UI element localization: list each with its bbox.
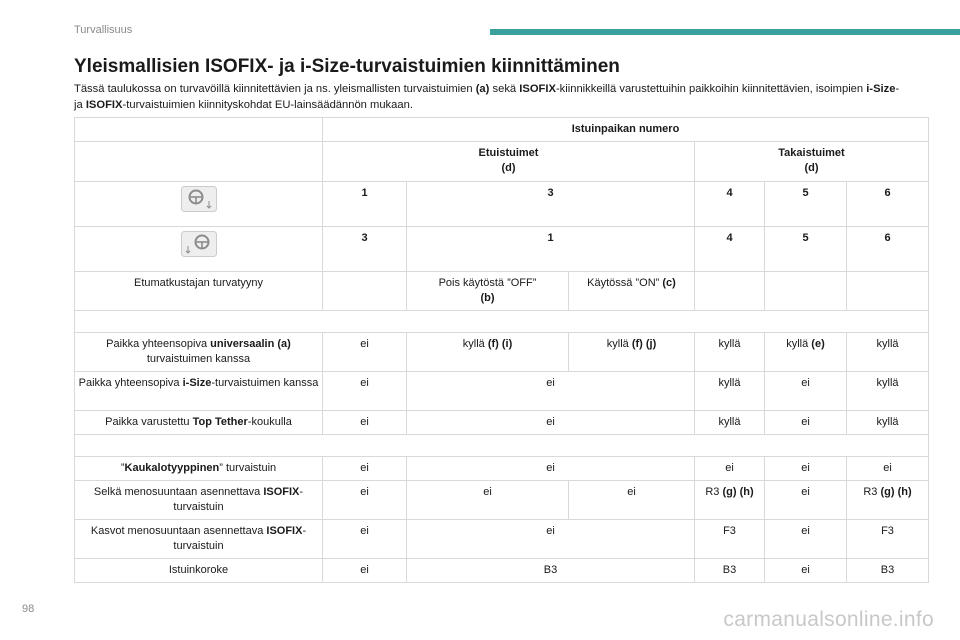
table-row	[75, 182, 929, 227]
spacer-cell	[75, 435, 929, 457]
table-cell: kyllä	[695, 411, 765, 435]
table-cell: ei	[407, 411, 695, 435]
table-cell: ei	[323, 372, 407, 411]
table-row	[75, 411, 929, 435]
empty-cell	[323, 272, 407, 311]
airbag-on-cell: Käytössä ”ON” (c)	[569, 272, 695, 311]
table-row	[75, 142, 929, 182]
table-row	[75, 520, 929, 559]
airbag-label: Etumatkustajan turvatyyny	[75, 272, 323, 311]
steering-left-cell	[75, 182, 323, 227]
table-row	[75, 372, 929, 411]
table-row	[75, 118, 929, 142]
table-cell: 3	[323, 227, 407, 272]
table-row	[75, 333, 929, 372]
table-cell: ei	[323, 520, 407, 559]
airbag-off-cell: Pois käytöstä ”OFF” (b)	[407, 272, 569, 311]
table-cell: ei	[765, 559, 847, 583]
front-seats-header: Etuistuimet (d)	[323, 142, 695, 182]
row-label: Paikka yhteensopiva universaalin (a) turvaistuimen kanssa	[75, 333, 323, 372]
table-cell: F3	[695, 520, 765, 559]
table-cell: kyllä (e)	[765, 333, 847, 372]
table-cell: ei	[765, 481, 847, 520]
rear-seats-header: Takaistuimet (d)	[695, 142, 929, 182]
table-cell: ei	[765, 457, 847, 481]
table-cell: 1	[407, 227, 695, 272]
page-title: Yleismallisien ISOFIX- ja i-Size-turvaistuimien kiinnittäminen	[74, 56, 620, 77]
table-cell: ei	[323, 411, 407, 435]
table-cell: ei	[323, 481, 407, 520]
table-cell: kyllä (f) (j)	[569, 333, 695, 372]
empty-cell	[847, 272, 929, 311]
table-cell: kyllä (f) (i)	[407, 333, 569, 372]
table-cell: 4	[695, 227, 765, 272]
row-label: Selkä menosuuntaan asennettava ISOFIX-turvaistuin	[75, 481, 323, 520]
table-cell: 4	[695, 182, 765, 227]
table-row	[75, 227, 929, 272]
steering-wheel-right-icon	[181, 231, 217, 257]
isofix-table	[74, 117, 929, 583]
table-cell: F3	[847, 520, 929, 559]
empty-cell	[695, 272, 765, 311]
table-cell: ei	[569, 481, 695, 520]
table-cell: ei	[847, 457, 929, 481]
table-row	[75, 481, 929, 520]
table-cell: B3	[407, 559, 695, 583]
seat-number-header: Istuinpaikan numero	[323, 118, 929, 142]
section-label: Turvallisuus	[74, 24, 133, 36]
table-cell: 6	[847, 182, 929, 227]
table-cell: ei	[765, 411, 847, 435]
table-cell: ei	[407, 481, 569, 520]
table-cell: kyllä	[847, 333, 929, 372]
row-label: Kasvot menosuuntaan asennettava ISOFIX-turvaistuin	[75, 520, 323, 559]
watermark-text: carmanualsonline.info	[723, 608, 934, 631]
table-row	[75, 559, 929, 583]
row-label: ”Kaukalotyyppinen” turvaistuin	[75, 457, 323, 481]
page-number: 98	[22, 603, 35, 615]
table-cell: ei	[695, 457, 765, 481]
table-row	[75, 435, 929, 457]
table-cell: ei	[407, 520, 695, 559]
table-cell: ei	[407, 457, 695, 481]
steering-wheel-left-icon	[181, 186, 217, 212]
table-cell: kyllä	[695, 333, 765, 372]
table-cell: 6	[847, 227, 929, 272]
empty-cell	[75, 118, 323, 142]
table-cell: kyllä	[695, 372, 765, 411]
table-row	[75, 457, 929, 481]
empty-cell	[75, 142, 323, 182]
table-cell: ei	[323, 333, 407, 372]
table-cell: ei	[765, 372, 847, 411]
row-label: Paikka yhteensopiva i-Size-turvaistuimen kanssa	[75, 372, 323, 411]
table-cell: R3 (g) (h)	[695, 481, 765, 520]
table-cell: kyllä	[847, 411, 929, 435]
spacer-cell	[75, 311, 929, 333]
intro-paragraph: Tässä taulukossa on turvavöillä kiinnitettävien ja ns. yleismallisten turvaistuimien (a) sekä ISOFIX-kiinnikkeillä varustettuihin paikkoihin kiinnitettävien, isoimpien i-Size- ja ISOFIX-turvaistuimien kiinnityskohdat EU-lainsäädännön mukaan.	[74, 83, 900, 111]
table-cell: B3	[695, 559, 765, 583]
table-cell: ei	[323, 559, 407, 583]
table-row	[75, 272, 929, 311]
table-cell: ei	[323, 457, 407, 481]
table-cell: kyllä	[847, 372, 929, 411]
table-row	[75, 311, 929, 333]
accent-bar	[490, 29, 960, 35]
table-cell: 3	[407, 182, 695, 227]
table-cell: 5	[765, 182, 847, 227]
row-label: Istuinkoroke	[75, 559, 323, 583]
table-cell: 1	[323, 182, 407, 227]
steering-right-cell	[75, 227, 323, 272]
table-cell: 5	[765, 227, 847, 272]
table-cell: B3	[847, 559, 929, 583]
table-cell: ei	[407, 372, 695, 411]
row-label: Paikka varustettu Top Tether-koukulla	[75, 411, 323, 435]
table-cell: ei	[765, 520, 847, 559]
table-cell: R3 (g) (h)	[847, 481, 929, 520]
empty-cell	[765, 272, 847, 311]
